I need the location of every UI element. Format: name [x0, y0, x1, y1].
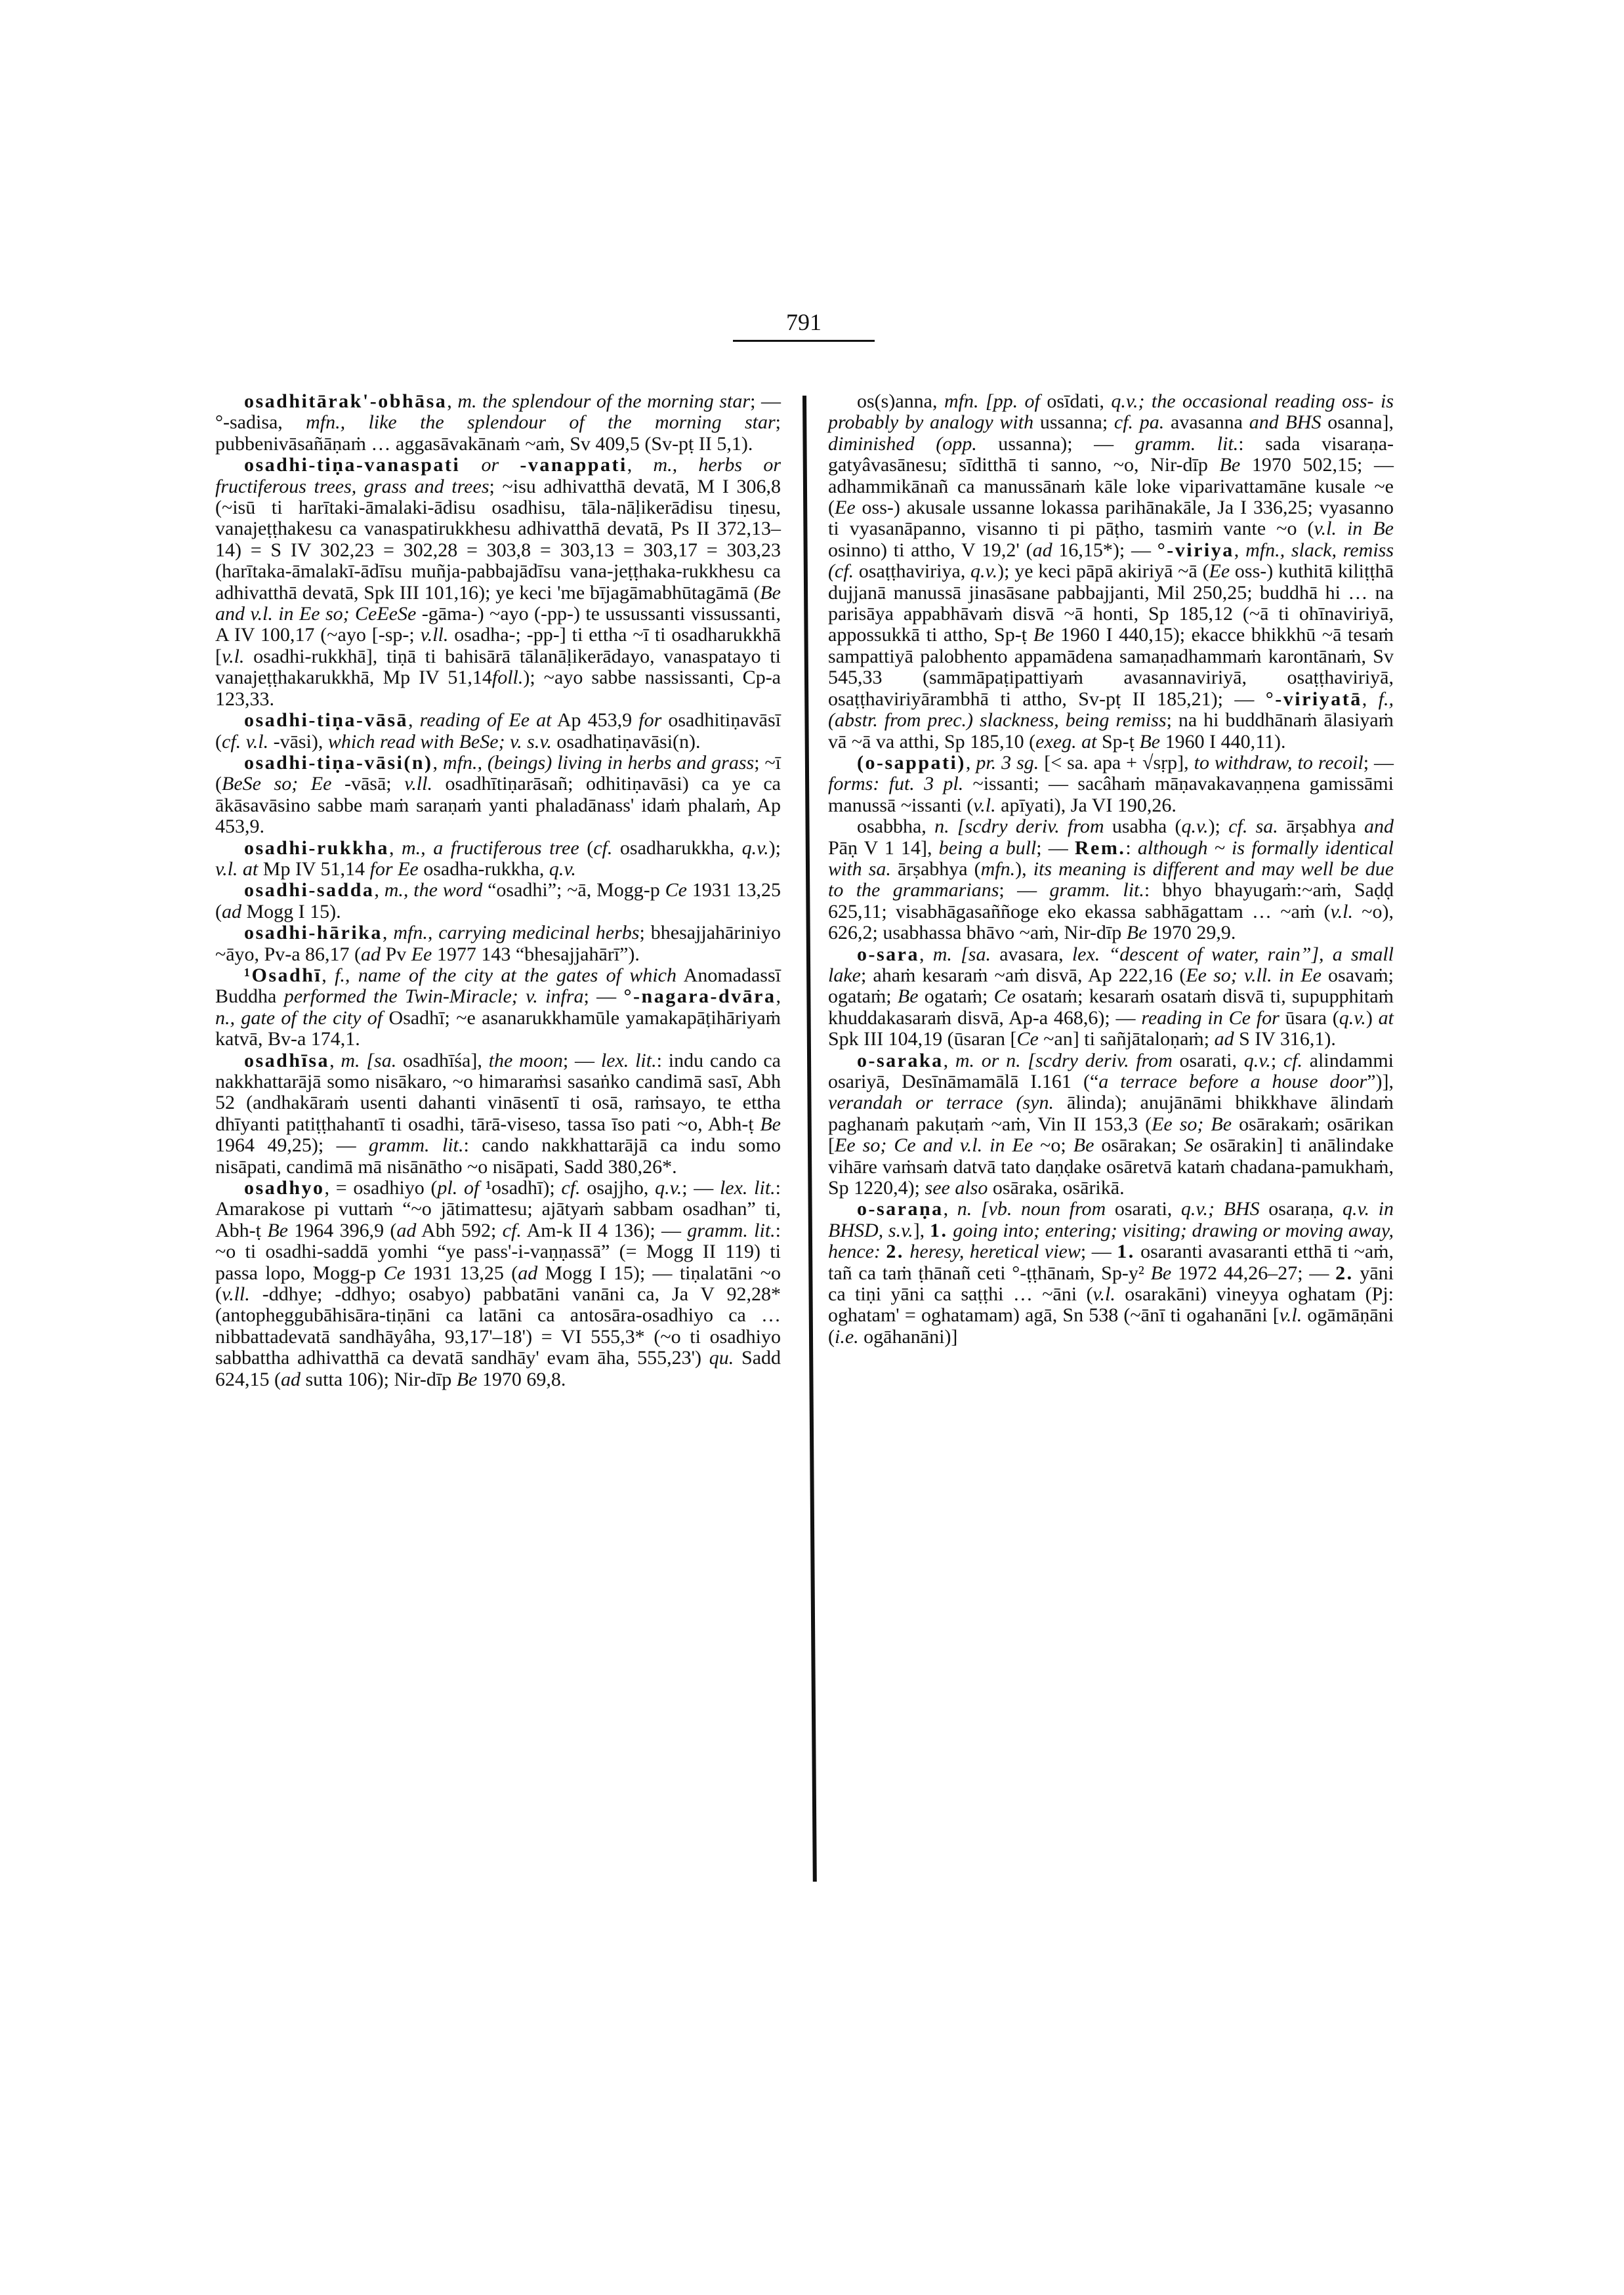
italic-text: a terrace before a house door — [1098, 1071, 1367, 1092]
italic-text: the moon — [488, 1049, 563, 1071]
entry-text: osaraṇa, — [1259, 1198, 1343, 1220]
italic-text: to withdraw, to recoil — [1194, 751, 1364, 774]
italic-text: mfn. — [980, 858, 1016, 880]
italic-text: mfn. [pp. of — [944, 390, 1040, 412]
italic-text: q.v.; BHS — [1180, 1198, 1260, 1220]
entry-text: osārakin] ti anālindake vihāre vaṁsaṁ datvā tato daṇḍake osāretvā kataṁ chadana-pamukhaṁ, Sp 1220,4); — [828, 1134, 1394, 1199]
entry-text: avasanna — [1164, 411, 1249, 434]
entry-text: ); ~ayo sabbe nassissanti, Cp-a 123,33. — [215, 667, 781, 710]
italic-text: Be — [1073, 1134, 1094, 1157]
italic-text: q.v. — [549, 858, 576, 880]
entry-text: osinno) ti attho, V 19,2' ( — [828, 539, 1033, 561]
italic-text: Ce — [383, 1262, 406, 1284]
entry-text: osadhīśa], — [396, 1049, 489, 1071]
entry-text: osīdati, — [1039, 390, 1112, 412]
headword: Rem. — [1074, 837, 1126, 859]
entry-text: Abh 592; — [416, 1219, 503, 1241]
italic-text: ad — [396, 1219, 417, 1241]
italic-text: forms: fut. 3 pl. — [828, 773, 964, 795]
italic-text: pr. 3 sg. — [976, 751, 1039, 774]
italic-text: mfn., (beings) living in herbs and grass — [442, 751, 755, 774]
entry-text: , — [388, 837, 402, 859]
italic-text: pl. of — [437, 1177, 480, 1199]
headword: -vanappati — [520, 454, 627, 476]
dictionary-entry — [215, 753, 781, 838]
italic-text: Be — [1126, 922, 1148, 944]
italic-text: diminished (opp. — [828, 432, 977, 455]
italic-text: ad — [222, 900, 241, 922]
italic-text: mfn., carrying medicinal herbs — [393, 922, 640, 944]
italic-text: qu. — [709, 1347, 734, 1369]
entry-text: ; — [1270, 1049, 1283, 1071]
entry-text: osataṁ; kesaraṁ osataṁ disvā ti, supupphitaṁ khuddakasaraṁ disvā, Ap-a 468,6); — — [828, 985, 1394, 1029]
entry-text: oss-) akusale ussanne lokassa parihānakāle, Ja I 336,25; vyasanno ti vyasanāpanno, visanno ti pi pāṭho, tasmiṁ vante ~o ( — [828, 497, 1394, 540]
headword: 2. — [1335, 1262, 1354, 1284]
italic-text: exeg. at — [1035, 730, 1097, 753]
entry-text: , — [776, 985, 781, 1008]
entry-text: ; na hi buddhānaṁ ālasiyaṁ vā ~ā va atthi, Sp 185,10 ( — [828, 709, 1394, 753]
entry-text: yāni ca tiṇi yāni ca saṭṭhi … ~āni ( — [828, 1262, 1394, 1306]
italic-text: which read with BeSe; v. s.v. — [327, 730, 552, 753]
dictionary-entry — [215, 922, 781, 965]
headword: ¹Osadhī — [244, 964, 322, 986]
headword: °-viriyatā — [1265, 688, 1362, 710]
italic-text: q.v.; the occasional reading oss- is probably by analogy with — [828, 390, 1394, 434]
italic-text: cf. — [1283, 1049, 1303, 1071]
entry-text: [< sa. apa + √sṛp], — [1039, 751, 1194, 774]
italic-text: cf. — [593, 837, 613, 859]
italic-text: going into; entering; visiting; drawing or moving away, hence: — [828, 1219, 1394, 1263]
entry-text: Mogg I 15); — tiṇalatāni ~o ( — [215, 1262, 781, 1306]
headword: osadhitārak'-obhāsa — [244, 390, 448, 412]
headword: o-saraka — [857, 1049, 944, 1071]
entry-text: ārṣabhya — [1278, 816, 1364, 838]
italic-text: Be — [1139, 730, 1161, 753]
entry-text: 1970 29,9. — [1147, 922, 1236, 944]
italic-text: q.v. in BHSD, s.v. — [828, 1198, 1394, 1241]
italic-text: see also — [925, 1177, 988, 1199]
italic-text: Be — [760, 1113, 781, 1135]
italic-text: q.v. — [1243, 1049, 1271, 1071]
entry-text: ussanna; — [1033, 411, 1114, 434]
italic-text: ad — [518, 1262, 538, 1284]
italic-text: heresy, heretical view — [909, 1241, 1081, 1263]
italic-text: m., a fructiferous tree — [401, 837, 579, 859]
italic-text: v.ll. — [222, 1283, 250, 1306]
entry-text: ogāmāṇāni ( — [828, 1304, 1394, 1348]
italic-text: and BHS — [1249, 411, 1322, 434]
entry-text: ūsara ( — [1279, 1006, 1339, 1029]
entry-text: : Amarakose pi vuttaṁ “~o jātimattesu; ajātyaṁ sabbam osadhan” ti, Abh-ṭ — [215, 1177, 781, 1241]
dictionary-entry — [215, 965, 781, 1050]
entry-text: osadhītiṇarāsañ; odhitiṇavāsi) ca ye ca ākāsavāsino sabbe maṁ saraṇaṁ yanti phaladānass' idaṁ phalaṁ, Ap 453,9. — [215, 773, 781, 838]
entry-text: : bhyo bhayugaṁ:~aṁ, Saḍḍ 625,11; visabhāgasaññoge eko ekassa sabhāgattam … ~aṁ ( — [828, 879, 1394, 922]
right-column — [828, 391, 1394, 1348]
italic-text: ad — [361, 943, 381, 965]
dictionary-entry — [828, 1050, 1394, 1199]
dictionary-entry — [828, 816, 1394, 943]
italic-text: m. [sa. — [932, 943, 991, 965]
entry-text: Sp-ṭ — [1096, 730, 1140, 753]
italic-text: m. or n. [scdry deriv. from — [955, 1049, 1173, 1071]
italic-text: lex. lit. — [719, 1177, 776, 1199]
entry-text: -gāma-) ~ayo (-pp-) te ussussanti vissussanti, A IV 100,17 (~ayo [-sp-; — [215, 603, 781, 646]
entry-text: oss-) kuthitā kiliṭṭhā dujjanā manussā jinasāsane pabbajjanti, Mil 250,25; buddhā hi … na parisāya appabhāvaṁ disvā ~ā honti, Sp 185,12 (~ā ti ohīnaviriyā, appossukkā ti attho, Sp-ṭ — [828, 560, 1394, 646]
italic-text: q.v. — [1339, 1006, 1366, 1029]
italic-text: q.v. — [741, 837, 769, 859]
entry-text: osadha-rukkha, — [418, 858, 549, 880]
entry-text: ; ahaṁ kesaraṁ ~aṁ disvā, Ap 222,16 ( — [860, 964, 1186, 986]
entry-text: , — [408, 709, 420, 732]
entry-text: osanna], — [1321, 411, 1394, 434]
entry-text: : cando nakkhattarājā ca indu somo nisāpati, candimā mā nisānātho ~o nisāpati, Sadd 380,26*. — [215, 1134, 781, 1178]
italic-text: verandah or terrace (syn. — [828, 1092, 1054, 1114]
entry-text: 1931 13,25 ( — [215, 879, 781, 922]
italic-text: q.v. — [970, 560, 998, 583]
entry-text: ~an] ti sañjātaloṇaṁ; — [1038, 1028, 1215, 1050]
italic-text: Ee — [1209, 560, 1230, 583]
entry-text: 1960 I 440,11). — [1160, 730, 1286, 753]
entry-text: Ap 453,9 — [551, 709, 639, 732]
italic-text: for Ee — [369, 858, 419, 880]
headword: °-viriya — [1157, 539, 1234, 561]
italic-text: v.l. — [973, 794, 996, 816]
italic-text: m., the word — [384, 879, 483, 901]
entry-text: usabha ( — [1104, 816, 1182, 838]
headword: o-sara — [857, 943, 919, 965]
italic-text: for — [638, 709, 662, 732]
dictionary-entry — [215, 1050, 781, 1178]
entry-text: osadhatiṇavāsi(n). — [551, 730, 701, 753]
italic-text: Be — [897, 985, 919, 1008]
italic-text: ad — [1032, 539, 1052, 561]
entry-text: Mp IV 51,14 — [258, 858, 370, 880]
entry-text: -ddhye; -ddhyo; osabyo) pabbatāni vanāni ca, Ja V 92,28* (antopheggubāhisāra-tiṇāni ca latāni ca antosāra-osadhiyo ca … nibbattadevatā sandhāyâha, 93,17'–18') = VI 555,3* (~o ti osadhiyo sabbattha adhivatthā ca devatā sandhāy' evam āha, 555,23') — [215, 1283, 781, 1369]
headword: osadhi-tiṇa-vāsā — [244, 709, 409, 732]
entry-text: 1972 44,26–27; — — [1171, 1262, 1336, 1284]
entry-text: Am-k II 4 136); — — [521, 1219, 688, 1241]
entry-text: 16,15*); — — [1052, 539, 1157, 561]
italic-text: Be — [1150, 1262, 1172, 1284]
headword: osadhi-tiṇa-vanaspati — [244, 454, 461, 476]
dictionary-entry — [828, 944, 1394, 1050]
headword: (o-sappati) — [857, 751, 966, 774]
headword: osadhi-rukkha — [244, 837, 389, 859]
italic-text: ad — [281, 1368, 301, 1390]
italic-text: v.l. at — [215, 858, 259, 880]
italic-text: cf. — [561, 1177, 581, 1199]
entry-text: ; ~isu adhivatthā devatā, M I 306,8 (~isū ti harītaki-āmalaki-ādisu osadhisu, tāla-nāḷikerādisu tiṇesu, vanajeṭṭhakesu ca vanaspatirukkhesu adhivatthā devatā, Ps II 372,13–14) = S IV 302,23 = 302,28 = 303,8 = 303,13 = 303,17 = 303,23 (harītaka-āmalakī-ādīsu muñja-pabbajādīsu vana-jeṭṭhaka-rukkhesu ca adhivatthā devatā, Spk III 101,16); ye keci 'me bījagāmabhūtagāmā ( — [215, 475, 781, 604]
italic-text: performed the Twin-Miracle; v. infra — [283, 985, 584, 1008]
italic-text: cf. — [502, 1219, 522, 1241]
italic-text: Ce — [993, 985, 1016, 1008]
italic-text: gramm. lit. — [369, 1134, 464, 1157]
dictionary-entry — [828, 391, 1394, 753]
italic-text: q.v. — [655, 1177, 682, 1199]
entry-text: ogataṁ; — [918, 985, 994, 1008]
italic-text: ad — [1214, 1028, 1234, 1050]
entry-text: ); — [1208, 816, 1229, 838]
entry-text: 1970 502,15; — adhammikānañ ca manussānaṁ kāle loke viparivattamāne kusale ~e ( — [828, 454, 1394, 519]
italic-text: Be and v.l. in Ee so; CeEeSe — [215, 581, 781, 625]
entry-text: osarakāni) vineyya oghatam (Pj: oghatam' = oghatamam) agā, Sn 538 (~ānī ti ogahanāni [ — [828, 1283, 1394, 1327]
entry-text: 1964 49,25); — — [215, 1134, 369, 1157]
italic-text: m. [sa. — [341, 1049, 397, 1071]
entry-text: ~issanti; — sacâhaṁ māṇavakavaṇṇena gamissāmi manussā ~issanti ( — [828, 773, 1394, 816]
entry-text: ; — °-sadisa, — [215, 390, 781, 434]
entry-text: ; pubbenivāsañāṇaṁ … aggasāvakānaṁ ~aṁ, Sv 409,5 (Sv-pṭ II 5,1). — [215, 411, 781, 455]
entry-text: ; ~ī ( — [215, 751, 781, 795]
italic-text: Be — [1219, 454, 1241, 476]
italic-text: its meaning is different and may well be due to the grammarians — [828, 858, 1394, 901]
italic-text: Ee so; Be — [1152, 1113, 1232, 1135]
headword: osadhyo — [244, 1177, 325, 1199]
italic-text: n. [vb. noun from — [957, 1198, 1106, 1220]
entry-text: osārakaṁ; osārikan [ — [828, 1113, 1394, 1157]
entry-text: : ~o ti osadhi-saddā yomhi “ye pass'-i-vaṇṇassā” (= Mogg II 119) ti passa lopo, Mogg-p — [215, 1219, 781, 1284]
entry-text: : sada visaraṇa-gatyâvasānesu; sīditthā ti sanno, ~o, Nir-dīp — [828, 432, 1394, 476]
italic-text: mfn., slack, remiss (cf. — [828, 539, 1394, 583]
italic-text: m., herbs or fructiferous trees, grass and trees — [215, 454, 781, 497]
entry-text: ārṣabhya ( — [890, 858, 981, 880]
entry-text: osajjho, — [580, 1177, 656, 1199]
entry-text: Osadhī; ~e asanarukkhamūle yamakapāṭihāriyaṁ katvā, Bv-a 174,1. — [215, 1006, 781, 1050]
entry-text: osaranti avasaranti etthā ti ~aṁ, tañ ca taṁ ṭhānañ ceti °-ṭṭhānaṁ, Sp-y² — [828, 1241, 1394, 1284]
entry-text: ¹osadhī); — [479, 1177, 562, 1199]
entry-text: Sadd 624,15 ( — [215, 1347, 781, 1390]
entry-text: , — [627, 454, 654, 476]
entry-text: , = osadhiyo ( — [324, 1177, 438, 1199]
italic-text: n., gate of the city of — [215, 1006, 383, 1029]
entry-text: , — [374, 879, 385, 901]
headword: osadhi-hārika — [244, 922, 383, 944]
entry-text: osadhi-rukkhā], tiṇā ti bahisārā tālanāḷikerādayo, vanaspatayo ti vanajeṭṭhakarukkhā, Mp IV 51,14 — [215, 645, 781, 689]
italic-text: v.l. — [1093, 1283, 1115, 1306]
left-column — [215, 391, 781, 1390]
headword: o-saraṇa — [857, 1198, 944, 1220]
entry-text: ); ye keci pāpā akiriyā ~ā ( — [997, 560, 1209, 583]
italic-text: foll. — [491, 667, 524, 689]
entry-text: ; — — [999, 879, 1050, 901]
entry-text: ; — — [1080, 1241, 1117, 1263]
italic-text: mfn., like the splendour of the morning star — [306, 411, 776, 434]
entry-text: , — [447, 390, 458, 412]
italic-text: Ee — [411, 943, 432, 965]
entry-text: osadharukkha, — [612, 837, 742, 859]
entry-text: ; — — [562, 1049, 601, 1071]
italic-text: and — [1364, 816, 1394, 838]
italic-text: although ~ is formally identical with sa. — [828, 837, 1394, 880]
headword: °-nagara-dvāra — [623, 985, 776, 1008]
headword: osadhīsa — [244, 1049, 330, 1071]
entry-text: ~o), 626,2; usabhassa bhāvo ~aṁ, Nir-dīp — [828, 900, 1394, 944]
entry-text: : indu cando ca nakkhattarājā somo nisākaro, ~o himaraṁsi sasaṅko candimā sasī, Abh 52 (andhakāraṁ usenti dahanti vināsentī ti osā, raṁsayo, te ettha dhīyanti patiṭṭhahantī ti osadhi, tārā-viseso, tassa īso pati ~o, Abh-ṭ — [215, 1049, 781, 1135]
headword: 2. — [886, 1241, 904, 1263]
italic-text: lex. lit. — [600, 1049, 657, 1071]
entry-text: Pv — [381, 943, 411, 965]
headword: 1. — [1117, 1241, 1135, 1263]
italic-text: f., name of the city at the gates of which — [335, 964, 677, 986]
entry-text: ”)], — [1367, 1071, 1394, 1092]
italic-text: cf. pa. — [1114, 411, 1165, 434]
dictionary-entry — [215, 838, 781, 880]
entry-text: osāraka, osārikā. — [988, 1177, 1125, 1199]
entry-text: osadha-; -pp-] ti ettha ~ī ti osadharukkhā [ — [215, 624, 781, 667]
entry-text: -vāsā; — [331, 773, 405, 795]
entry-text: , — [322, 964, 335, 986]
entry-text: ; — — [1363, 751, 1394, 774]
entry-text: , — [943, 1198, 957, 1220]
entry-text: 1960 I 440,15); ekacce bhikkhū ~ā tesaṁ sampattiyā palobhento appamādena samaṇadhammaṁ karontānaṁ, Sv 545,33 (sammāpaṭipattiyaṁ avasannaviriyā, osaṭṭhaviriyā, osaṭṭhaviriyārambhā ti attho, Sv-pṭ II 185,21); — — [828, 624, 1394, 710]
italic-text: reading of Ee at — [419, 709, 552, 732]
italic-text: Be — [267, 1219, 288, 1241]
entry-text: osārakan; — [1094, 1134, 1184, 1157]
entry-text: 1931 13,25 ( — [405, 1262, 518, 1284]
entry-text: apīyati), Ja VI 190,26. — [995, 794, 1176, 816]
entry-text: , — [432, 751, 443, 774]
entry-text: os(s)anna, — [857, 390, 944, 412]
italic-text: or — [460, 454, 520, 476]
italic-text: Ee so; v.ll. in Ee — [1186, 964, 1322, 986]
entry-text: -vāsi), — [268, 730, 328, 753]
headword: osadhi-sadda — [244, 879, 375, 901]
italic-text: BeSe so; Ee — [222, 773, 332, 795]
entry-text: : — [1125, 837, 1138, 859]
entry-text: alindammi osariyā, Desīnāmamālā I.161 (“ — [828, 1049, 1394, 1092]
entry-text: 1977 143 “bhesajjahārī”). — [432, 943, 640, 965]
italic-text: Ce — [1016, 1028, 1039, 1050]
entry-text: ussanna); — — [976, 432, 1135, 455]
entry-text: sutta 106); Nir-dīp — [301, 1368, 457, 1390]
entry-text: osarati, — [1172, 1049, 1244, 1071]
entry-text: ), — [1015, 858, 1033, 880]
entry-text: Anomadassī Buddha — [215, 964, 781, 1008]
dictionary-entry — [215, 710, 781, 753]
italic-text: v.l. — [222, 645, 245, 667]
italic-text: lex. “descent of water, rain”], a small lake — [828, 943, 1394, 986]
headword: osadhi-tiṇa-vāsi(n) — [244, 751, 433, 774]
italic-text: f., (abstr. from prec.) slackness, being remiss — [828, 688, 1394, 732]
italic-text: Be — [456, 1368, 478, 1390]
dictionary-entry — [828, 753, 1394, 816]
dictionary-entry — [828, 1199, 1394, 1348]
entry-text: ; bhesajjahāriniyo ~āyo, Pv-a 86,17 ( — [215, 922, 781, 965]
entry-text: ; — — [682, 1177, 720, 1199]
entry-text: ; — — [583, 985, 624, 1008]
dictionary-entry — [215, 880, 781, 922]
italic-text: gramm. lit. — [687, 1219, 776, 1241]
page-number-rule — [733, 340, 875, 342]
entry-text: , — [1234, 539, 1246, 561]
page-number: 791 — [786, 309, 822, 335]
italic-text: Ee so; Ce and v.l. in Ee — [835, 1134, 1033, 1157]
entry-text: Spk III 104,19 (ūsaran [ — [828, 1028, 1017, 1050]
italic-text: q.v. — [1181, 816, 1209, 838]
italic-text: v.l. — [1330, 900, 1353, 922]
entry-text: ālinda); anujānāmi bhikkhave ālindaṁ paghanaṁ pakuṭaṁ ~aṁ, Vin II 153,3 ( — [828, 1092, 1394, 1135]
italic-text: at — [1378, 1006, 1394, 1029]
italic-text: reading in Ce for — [1141, 1006, 1280, 1029]
entry-text: Pāṇ V 1 14], — [828, 837, 939, 859]
italic-text: Be — [1033, 624, 1054, 646]
entry-text: 1970 69,8. — [477, 1368, 566, 1390]
headword: 1. — [929, 1219, 948, 1241]
entry-text: , — [943, 1049, 955, 1071]
entry-text: , — [919, 943, 933, 965]
entry-text: ( — [579, 837, 594, 859]
entry-text: osaṭṭhaviriya, — [854, 560, 971, 583]
entry-text: ogāhanāni)] — [858, 1325, 958, 1348]
entry-text: , — [965, 751, 976, 774]
entry-text: avasara, — [990, 943, 1072, 965]
dictionary-entry — [215, 1178, 781, 1390]
entry-text: osavaṁ; ogataṁ; — [828, 964, 1394, 1008]
italic-text: v.ll. — [404, 773, 432, 795]
italic-text: gramm. lit. — [1135, 432, 1239, 455]
entry-text: S IV 316,1). — [1234, 1028, 1336, 1050]
italic-text: being a bull — [938, 837, 1037, 859]
italic-text: i.e. — [835, 1325, 859, 1348]
entry-text: ], — [913, 1219, 930, 1241]
entry-text: , — [382, 922, 394, 944]
italic-text: m. the splendour of the morning star — [457, 390, 751, 412]
entry-text: osabbha, — [857, 816, 935, 838]
italic-text: n. [scdry deriv. from — [934, 816, 1104, 838]
italic-text: Ce — [665, 879, 687, 901]
entry-text: ) — [1365, 1006, 1379, 1029]
entry-text: “osadhi”; ~ā, Mogg-p — [482, 879, 665, 901]
entry-text: ; — — [1036, 837, 1075, 859]
italic-text: v.ll. — [420, 624, 449, 646]
italic-text: v.l. in Be — [1314, 518, 1394, 540]
entry-text: ); — [768, 837, 781, 859]
column-divider — [802, 396, 817, 1882]
italic-text: gramm. lit. — [1049, 879, 1144, 901]
entry-text: ~o; — [1033, 1134, 1073, 1157]
italic-text: v.l. — [1279, 1304, 1302, 1327]
entry-text: osarati, — [1106, 1198, 1181, 1220]
entry-text: 1964 396,9 ( — [287, 1219, 397, 1241]
italic-text: cf. v.l. — [222, 730, 269, 753]
entry-text: Mogg I 15). — [241, 900, 341, 922]
dictionary-entry — [215, 391, 781, 455]
italic-text: cf. sa. — [1228, 816, 1278, 838]
entry-text: osadhitiṇavāsī ( — [215, 709, 781, 753]
entry-text: , — [329, 1049, 341, 1071]
dictionary-entry — [215, 455, 781, 710]
entry-text: , — [1362, 688, 1379, 710]
italic-text: Ee — [835, 497, 856, 519]
italic-text: Se — [1184, 1134, 1203, 1157]
